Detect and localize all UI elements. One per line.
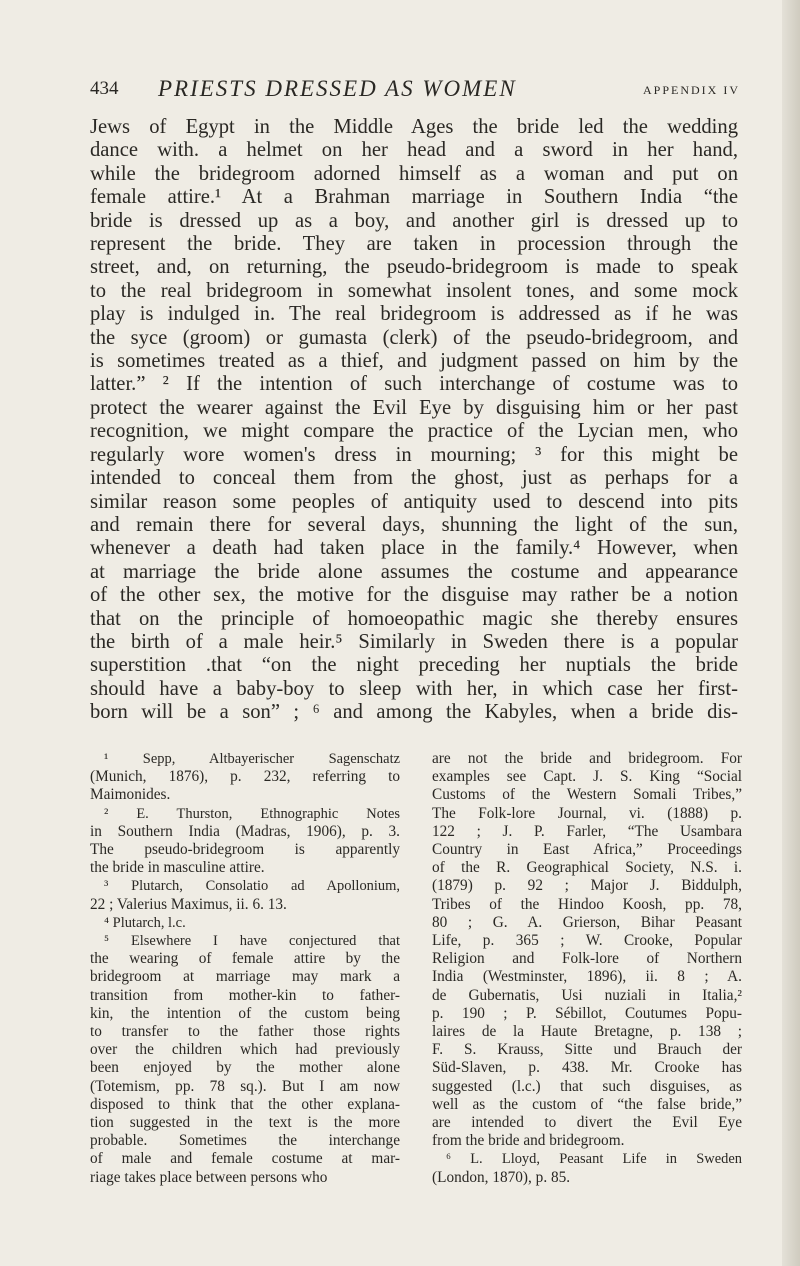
body-line: and remain there for several days, shunning the light of the sun, bbox=[90, 513, 738, 536]
footnote-line: ⁵ Elsewhere I have conjectured that bbox=[104, 933, 400, 950]
body-line: street, and, on returning, the pseudo-bridegroom is made to speak bbox=[90, 256, 738, 279]
footnote-line: (1879) p. 92 ; Major J. Biddulph, bbox=[432, 877, 742, 895]
footnote-line: ¹ Sepp, Altbayerischer Sagenschatz bbox=[104, 751, 400, 767]
body-line: Jews of Egypt in the Middle Ages the bride led the wedding bbox=[90, 116, 738, 138]
body-line: female attire.¹ At a Brahman marriage in Southern India “the bbox=[90, 186, 738, 209]
footnote-line: Life, p. 365 ; W. Crooke, Popular bbox=[432, 932, 742, 950]
running-title: PRIESTS DRESSED AS WOMEN bbox=[158, 76, 517, 101]
footnote-line: The Folk-lore Journal, vi. (1888) p. bbox=[432, 804, 742, 822]
body-line: represent the bride. They are taken in procession through the bbox=[90, 233, 738, 256]
body-line: dance with. a helmet on her head and a sword in her hand, bbox=[90, 139, 738, 162]
body-line: that on the principle of homoeopathic magic she thereby ensures bbox=[90, 607, 738, 630]
footnote-line: de Gubernatis, Usi nuziali in Italia,² bbox=[432, 986, 742, 1004]
footnote-line: tion suggested in the text is the more bbox=[90, 1114, 400, 1132]
body-line: latter.” ² If the intention of such interchange of costume was to bbox=[90, 373, 738, 396]
footnote-line: Maimonides. bbox=[90, 786, 171, 804]
body-line: regularly wore women's dress in mourning; ³ for this might be bbox=[90, 443, 738, 466]
footnote-line: laires de la Haute Bretagne, p. 138 ; bbox=[432, 1023, 742, 1041]
body-line: superstition .that “on the night preceding her nuptials the bride bbox=[90, 654, 738, 677]
footnote-line: p. 190 ; P. Sébillot, Coutumes Popu- bbox=[432, 1004, 742, 1022]
footnotes-left-column bbox=[90, 750, 400, 1187]
body-text bbox=[90, 116, 738, 725]
footnote-line: 80 ; G. A. Grierson, Bihar Peasant bbox=[432, 913, 742, 931]
body-line: intended to conceal them from the ghost, just as perhaps for a bbox=[90, 467, 738, 490]
footnote-line: well as the custom of “the false bride,” bbox=[432, 1095, 742, 1113]
body-line: the syce (groom) or gumasta (clerk) of the pseudo-bridegroom, and bbox=[90, 326, 738, 349]
footnote-line: ⁶ L. Lloyd, Peasant Life in Sweden bbox=[446, 1151, 742, 1168]
body-line: while the bridegroom adorned himself as a woman and put on bbox=[90, 162, 738, 185]
footnote-line: examples see Capt. J. S. King “Social bbox=[432, 768, 742, 786]
footnote-line: riage takes place between persons who bbox=[90, 1168, 328, 1186]
footnote-line: the bride in masculine attire. bbox=[90, 859, 265, 877]
footnote-line: F. S. Krauss, Sitte und Brauch der bbox=[432, 1041, 742, 1059]
footnote-line: ⁴ Plutarch, l.c. bbox=[104, 914, 186, 931]
footnote-line: India (Westminster, 1896), ii. 8 ; A. bbox=[432, 968, 742, 986]
footnote-line: been enjoyed by the mother alone bbox=[90, 1059, 400, 1077]
body-line: whenever a death had taken place in the family.⁴ However, when bbox=[90, 537, 738, 560]
body-line: should have a baby-boy to sleep with her, in which case her first- bbox=[90, 677, 738, 700]
body-line: is sometimes treated as a thief, and judgment passed on him by the bbox=[90, 350, 738, 373]
body-line: of the other sex, the motive for the disguise may rather be a notion bbox=[90, 584, 738, 607]
footnote-line: (Munich, 1876), p. 232, referring to bbox=[90, 768, 400, 786]
footnote-line: Süd-Slaven, p. 438. Mr. Crooke has bbox=[432, 1059, 742, 1077]
footnote-line: from the bride and bridegroom. bbox=[432, 1132, 625, 1150]
body-line: play is indulged in. The real bridegroom is addressed as if he was bbox=[90, 303, 738, 326]
footnote-line: in Southern India (Madras, 1906), p. 3. bbox=[90, 822, 400, 840]
footnote-line: Country in East Africa,” Proceedings bbox=[432, 841, 742, 859]
footnote-line: ² E. Thurston, Ethnographic Notes bbox=[104, 805, 400, 822]
footnote-line: kin, the intention of the custom being bbox=[90, 1004, 400, 1022]
footnote-line: to transfer to the father those rights bbox=[90, 1023, 400, 1041]
footnote-line: 122 ; J. P. Farler, “The Usambara bbox=[432, 822, 742, 840]
footnote-line: are intended to divert the Evil Eye bbox=[432, 1114, 742, 1132]
body-line: born will be a son” ; ⁶ and among the Kabyles, when a bride dis- bbox=[90, 701, 738, 724]
body-line: at marriage the bride alone assumes the costume and appearance bbox=[90, 560, 738, 583]
footnote-line: of male and female costume at mar- bbox=[90, 1150, 400, 1168]
body-line: bride is dressed up as a boy, and another girl is dressed up to bbox=[90, 209, 738, 232]
footnote-line: The pseudo-bridegroom is apparently bbox=[90, 841, 400, 859]
footnote-line: 22 ; Valerius Maximus, ii. 6. 13. bbox=[90, 895, 287, 913]
page-number: 434 bbox=[90, 78, 119, 99]
footnote-line: of the R. Geographical Society, N.S. i. bbox=[432, 859, 742, 877]
footnote-line: suggested (l.c.) that such disguises, as bbox=[432, 1077, 742, 1095]
appendix-label: APPENDIX IV bbox=[643, 83, 740, 97]
body-line: similar reason some peoples of antiquity used to descend into pits bbox=[90, 490, 738, 513]
footnote-line: (London, 1870), p. 85. bbox=[432, 1168, 571, 1186]
footnote-line: over the children which had previously bbox=[90, 1041, 400, 1059]
footnote-line: disposed to think that the other explana- bbox=[90, 1095, 400, 1113]
page-edge bbox=[782, 0, 800, 1266]
footnote-line: ³ Plutarch, Consolatio ad Apollonium, bbox=[104, 878, 400, 895]
footnote-line: (Totemism, pp. 78 sq.). But I am now bbox=[90, 1077, 400, 1095]
footnote-line: probable. Sometimes the interchange bbox=[90, 1132, 400, 1150]
body-line: recognition, we might compare the practice of the Lycian men, who bbox=[90, 420, 738, 443]
body-line: protect the wearer against the Evil Eye by disguising him or her past bbox=[90, 396, 738, 419]
footnote-line: Customs of the Western Somali Tribes,” bbox=[432, 786, 742, 804]
footnote-line: are not the bride and bridegroom. For bbox=[432, 750, 742, 767]
footnotes-right-column bbox=[432, 750, 742, 1187]
running-head bbox=[90, 78, 740, 108]
body-line: to the real bridegroom in somewhat insolent tones, and some mock bbox=[90, 279, 738, 302]
footnote-line: the wearing of female attire by the bbox=[90, 950, 400, 968]
body-line: the birth of a male heir.⁵ Similarly in Sweden there is a popular bbox=[90, 630, 738, 653]
footnote-line: Tribes of the Hindoo Koosh, pp. 78, bbox=[432, 895, 742, 913]
footnote-line: bridegroom at marriage may mark a bbox=[90, 968, 400, 986]
footnote-line: transition from mother-kin to father- bbox=[90, 986, 400, 1004]
footnote-line: Religion and Folk-lore of Northern bbox=[432, 950, 742, 968]
